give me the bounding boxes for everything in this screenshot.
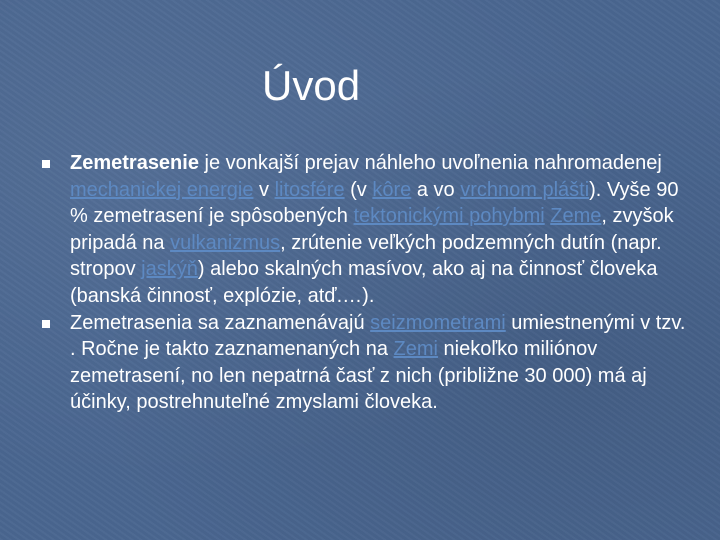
square-bullet-icon bbox=[42, 320, 50, 328]
text-segment: v bbox=[253, 178, 275, 201]
hyperlink[interactable]: Zemi bbox=[393, 338, 438, 361]
text-segment: je vonkajší prejav náhleho uvoľnenia nahromadenej bbox=[198, 152, 662, 174]
square-bullet-icon bbox=[42, 160, 50, 168]
text-segment: niekoľko miliónov zemetrasení, no len nepatrná časť z nich (približne 30 000) má aj účinky, postrehnuteľné zmyslami človeka. bbox=[70, 338, 647, 414]
hyperlink[interactable]: vulkanizmus bbox=[170, 231, 281, 254]
hyperlink[interactable]: kôre bbox=[372, 178, 412, 201]
bullet-list bbox=[40, 150, 690, 416]
text-segment: , zrútenie veľkých podzemných dutín (napr. stropov bbox=[70, 231, 662, 281]
text-segment: ). Vyše 90 % zemetrasení je spôsobených bbox=[70, 178, 679, 228]
text-segment: , zvyšok pripadá na bbox=[70, 205, 674, 254]
hyperlink[interactable]: Zeme bbox=[550, 205, 602, 228]
bullet-item bbox=[40, 310, 690, 416]
text-segment: a vo bbox=[411, 178, 461, 201]
text-segment: (v bbox=[344, 178, 373, 201]
text-segment: Zemetrasenia sa zaznamenávajú bbox=[70, 311, 371, 334]
text-segment: ) alebo skalných masívov, ako aj na činnosť človeka (banská činnosť, explózie, atď.…). bbox=[70, 258, 658, 307]
hyperlink[interactable]: tektonickými pohybmi bbox=[353, 205, 545, 228]
hyperlink[interactable]: vrchnom plášti bbox=[460, 178, 590, 201]
bullet-item bbox=[40, 150, 690, 310]
hyperlink[interactable]: litosfére bbox=[274, 178, 345, 201]
bold-term: Zemetrasenie bbox=[70, 152, 199, 174]
hyperlink[interactable]: mechanickej energie bbox=[70, 178, 254, 201]
hyperlink[interactable]: seizmometrami bbox=[370, 311, 506, 334]
text-segment: umiestnenými v tzv. . Ročne je takto zaznamenaných na bbox=[70, 311, 686, 361]
hyperlink[interactable]: jaskýň bbox=[141, 258, 198, 281]
slide-title: Úvod bbox=[262, 62, 361, 109]
